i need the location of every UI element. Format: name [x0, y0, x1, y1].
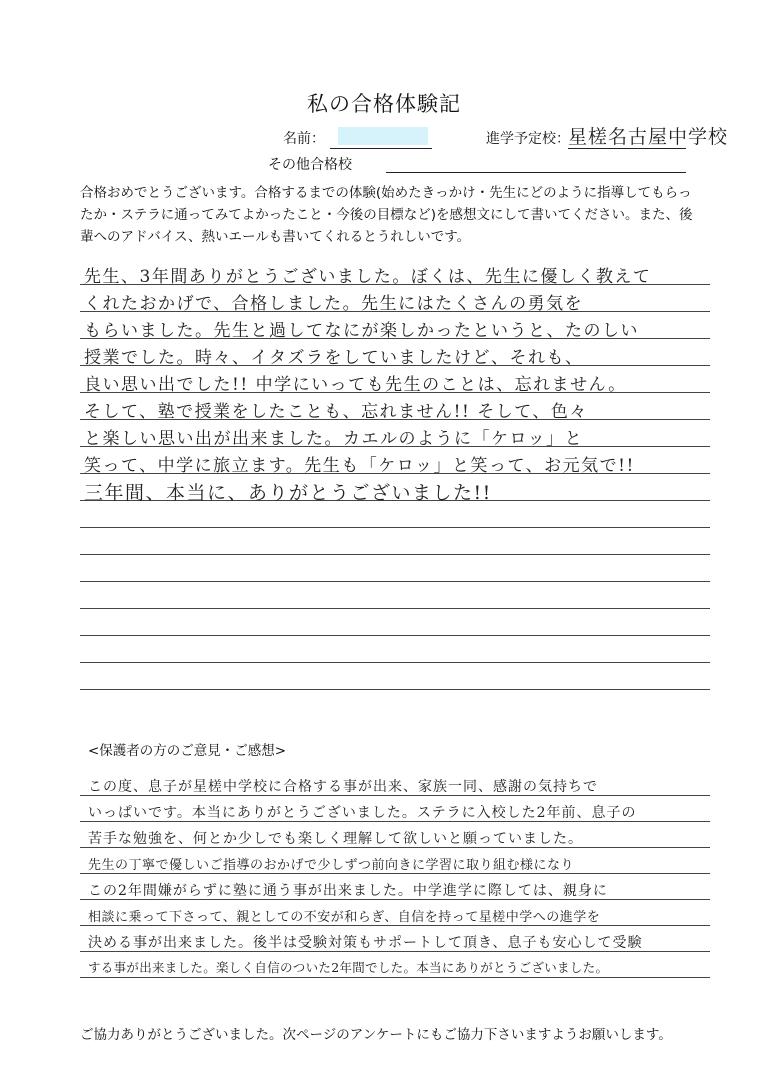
- other-schools-underline: [386, 172, 686, 173]
- instruction-line: 輩へのアドバイス、熱いエールも書いてくれるとうれしいです。: [80, 229, 471, 245]
- ruled-line: [80, 977, 710, 978]
- student-text-line: もらいました。先生と過してなにが楽しかったというと、たのしい: [84, 321, 639, 341]
- parent-text-line: 相談に乗って下さって、親としての不安が和らぎ、自信を持って星槎中学への進学を: [88, 910, 601, 925]
- instruction-line: たか・ステラに通ってみてよかったこと・今後の目標など)を感想文にして書いてください。また、後: [80, 207, 693, 223]
- student-text-line: 三年間、本当に、ありがとうございました!!: [84, 482, 492, 504]
- student-text-line: そして、塾で授業をしたことも、忘れません!! そして、色々: [84, 402, 588, 422]
- parent-text-line: この度、息子が星槎中学校に合格する事が出来、家族一同、感謝の気持ちで: [88, 779, 598, 795]
- student-text-line: 良い思い出でした!! 中学にいっても先生のことは、忘れません。: [84, 375, 627, 395]
- student-text-line: くれたおかげで、合格しました。先生にはたくさんの勇気を: [84, 294, 584, 314]
- name-underline: [330, 148, 432, 149]
- student-text-line: 授業でした。時々、イタズラをしていましたけど、それも、: [84, 348, 584, 368]
- ruled-line: [80, 608, 710, 609]
- ruled-line: [80, 635, 710, 636]
- name-label: 名前：: [283, 131, 325, 147]
- parent-text-line: 苦手な勉強を、何とか少しでも楽しく理解して欲しいと願っていました。: [88, 831, 583, 847]
- parent-text-line: する事が出来ました。楽しく自信のついた2年間でした。本当にありがとうございました。: [88, 960, 609, 975]
- parent-text-line: いっぱいです。本当にありがとうございました。ステラに入校した2年前、息子の: [88, 805, 637, 821]
- school-underline: [568, 148, 686, 149]
- parent-text-line: この2年間嫌がらずに塾に通う事が出来ました。中学進学に際しては、親身に: [88, 883, 608, 899]
- ruled-line: [80, 581, 710, 582]
- ruled-line: [80, 662, 710, 663]
- ruled-line: [80, 527, 710, 528]
- ruled-line: [80, 554, 710, 555]
- instruction-line: 合格おめでとうございます。合格するまでの体験(始めたきっかけ・先生にどのように指導してもらっ: [80, 185, 692, 201]
- page-title: 私の合格体験記: [307, 92, 461, 116]
- parent-text-line: 先生の丁寧で優しいご指導のおかげで少しずつ前向きに学習に取り組む様になり: [88, 858, 575, 873]
- other-schools-label: その他合格校: [268, 157, 352, 173]
- footer-note: ご協力ありがとうございました。次ページのアンケートにもご協力下さいますようお願いします。: [80, 1027, 672, 1043]
- ruled-line: [80, 925, 710, 926]
- ruled-line: [80, 873, 710, 874]
- school-label: 進学予定校：: [486, 131, 570, 147]
- school-value: 星槎名古屋中学校: [568, 126, 729, 148]
- student-text-line: と楽しい思い出が出来ました。カエルのように「ケロッ」と: [84, 429, 584, 449]
- parent-text-line: 決める事が出来ました。後半は受験対策もサポートして頂き、息子も安心して受験: [88, 935, 643, 951]
- student-text-line: 先生、3年間ありがとうございました。ぼくは、先生に優しく教えて: [84, 267, 652, 287]
- redacted-name: [338, 127, 428, 145]
- parent-section-title: <保護者の方のご意見・ご感想>: [88, 743, 287, 759]
- student-text-line: 笑って、中学に旅立ます。先生も「ケロッ」と笑って、お元気で!!: [84, 456, 635, 476]
- instructions: [80, 182, 720, 248]
- ruled-line: [80, 689, 710, 690]
